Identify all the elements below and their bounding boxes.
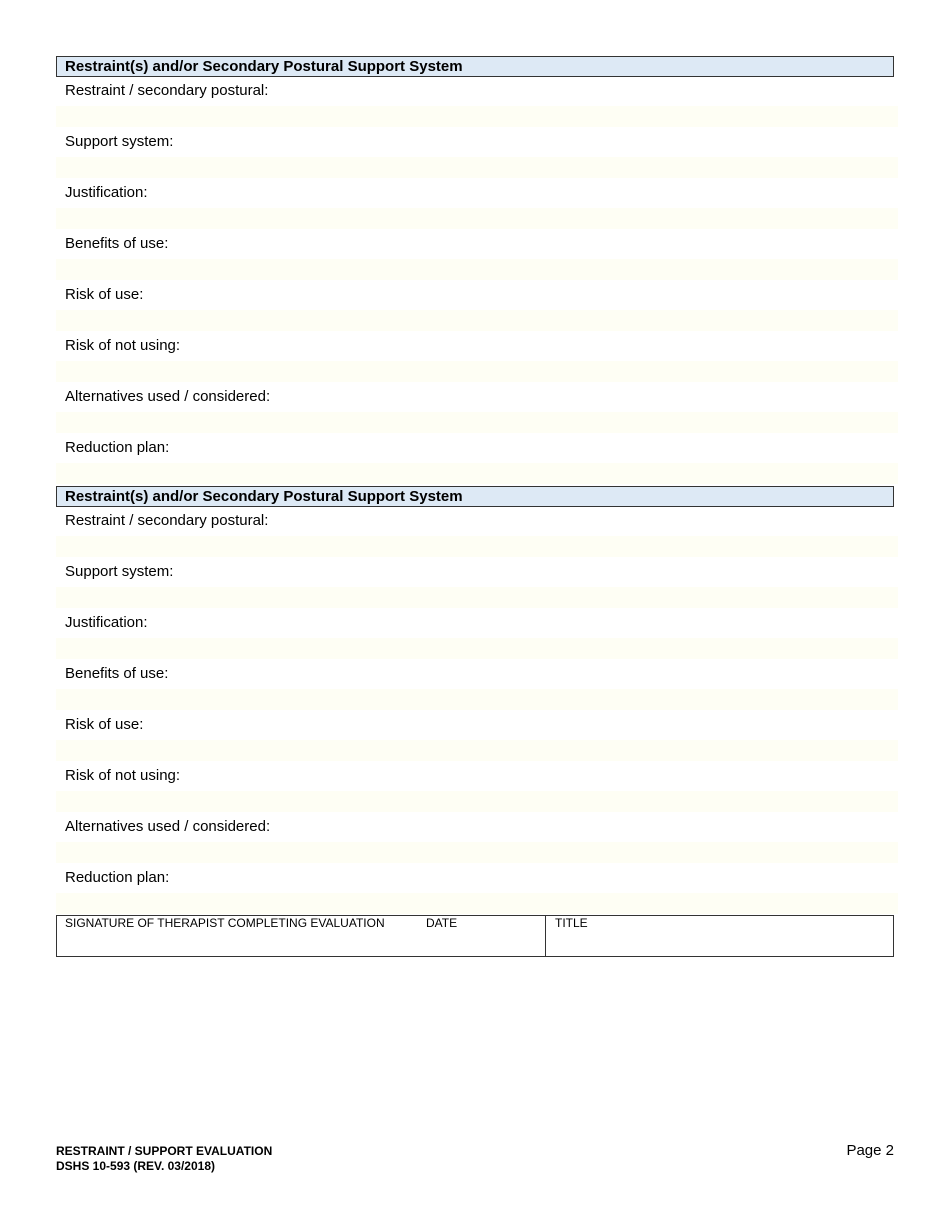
section-1 — [56, 56, 894, 485]
section-header: Restraint(s) and/or Secondary Postural Support System — [56, 486, 894, 507]
signature-cell[interactable] — [57, 916, 546, 956]
signature-label: SIGNATURE OF THERAPIST COMPLETING EVALUATION — [65, 916, 385, 930]
field-benefits — [56, 660, 894, 711]
field-label: Risk of use: — [65, 716, 144, 733]
field-restraint — [56, 77, 894, 128]
field-restraint — [56, 507, 894, 558]
field-label: Benefits of use: — [65, 665, 169, 682]
date-label: DATE — [426, 916, 458, 930]
support-system-input[interactable] — [56, 157, 898, 178]
field-benefits — [56, 230, 894, 281]
field-alternatives — [56, 383, 894, 434]
field-label: Benefits of use: — [65, 235, 169, 252]
section-header: Restraint(s) and/or Secondary Postural Support System — [56, 56, 894, 77]
field-alternatives — [56, 813, 894, 864]
field-label: Justification: — [65, 184, 148, 201]
justification-input[interactable] — [56, 638, 898, 659]
field-label: Support system: — [65, 133, 174, 150]
page-number: Page 2 — [846, 1142, 894, 1159]
justification-input[interactable] — [56, 208, 898, 229]
section-2 — [56, 486, 894, 915]
field-justification — [56, 179, 894, 230]
field-label: Risk of not using: — [65, 337, 181, 354]
field-reduction-plan — [56, 864, 894, 915]
field-label: Risk of use: — [65, 286, 144, 303]
title-cell[interactable] — [546, 916, 893, 956]
field-label: Reduction plan: — [65, 869, 170, 886]
footer-form-info — [56, 1144, 272, 1174]
field-risk-not-using — [56, 332, 894, 383]
risk-of-use-input[interactable] — [56, 740, 898, 761]
alternatives-input[interactable] — [56, 412, 898, 433]
field-label: Risk of not using: — [65, 767, 181, 784]
field-label: Alternatives used / considered: — [65, 818, 271, 835]
support-system-input[interactable] — [56, 587, 898, 608]
field-justification — [56, 609, 894, 660]
risk-of-use-input[interactable] — [56, 310, 898, 331]
field-support-system — [56, 128, 894, 179]
risk-not-using-input[interactable] — [56, 361, 898, 382]
restraint-input[interactable] — [56, 106, 898, 127]
form-number: DSHS 10-593 (REV. 03/2018) — [56, 1159, 215, 1173]
field-reduction-plan — [56, 434, 894, 485]
field-risk-of-use — [56, 281, 894, 332]
form-title: RESTRAINT / SUPPORT EVALUATION — [56, 1144, 273, 1158]
field-label: Support system: — [65, 563, 174, 580]
field-label: Restraint / secondary postural: — [65, 512, 269, 529]
field-risk-not-using — [56, 762, 894, 813]
field-label: Alternatives used / considered: — [65, 388, 271, 405]
field-label: Justification: — [65, 614, 148, 631]
risk-not-using-input[interactable] — [56, 791, 898, 812]
field-risk-of-use — [56, 711, 894, 762]
alternatives-input[interactable] — [56, 842, 898, 863]
signature-table — [56, 915, 894, 957]
benefits-input[interactable] — [56, 259, 898, 280]
benefits-input[interactable] — [56, 689, 898, 710]
title-label: TITLE — [555, 916, 588, 930]
restraint-input[interactable] — [56, 536, 898, 557]
field-label: Reduction plan: — [65, 439, 170, 456]
reduction-plan-input[interactable] — [56, 463, 898, 484]
field-label: Restraint / secondary postural: — [65, 82, 269, 99]
reduction-plan-input[interactable] — [56, 893, 898, 914]
field-support-system — [56, 558, 894, 609]
